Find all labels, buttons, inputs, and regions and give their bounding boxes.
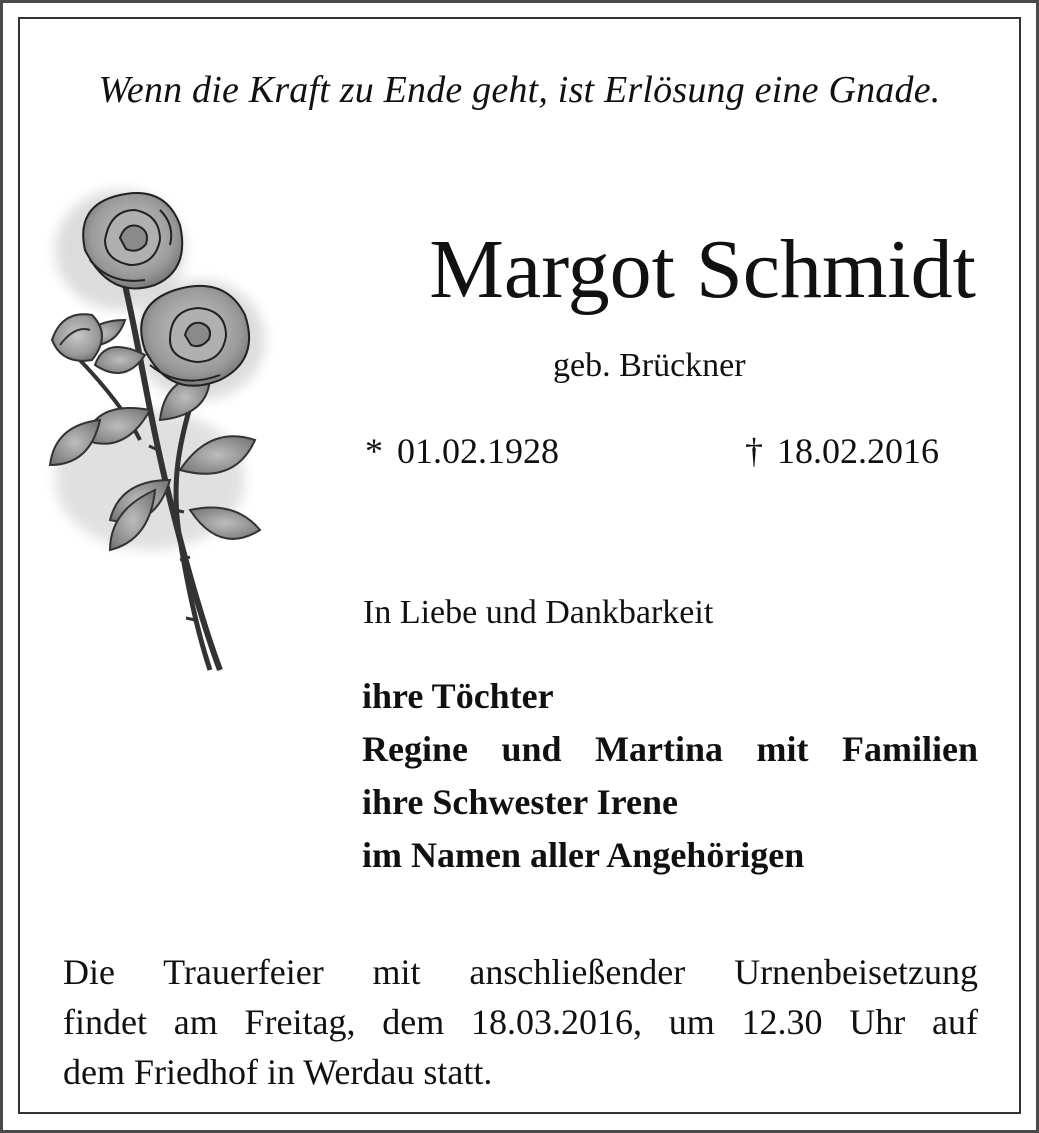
cross-icon: † bbox=[745, 431, 763, 471]
roses-icon bbox=[30, 180, 280, 700]
gratitude-line: In Liebe und Dankbarkeit bbox=[363, 594, 714, 631]
death-date-line bbox=[745, 430, 939, 472]
ceremony-notice bbox=[63, 947, 978, 1097]
mourner-line: ihre Töchter bbox=[362, 676, 554, 716]
birth-date-line bbox=[365, 430, 559, 472]
maiden-name: geb. Brückner bbox=[553, 347, 746, 384]
deceased-name: Margot Schmidt bbox=[429, 223, 976, 316]
death-date: 18.02.2016 bbox=[777, 431, 939, 471]
mourner-line: Regine und Martina mit Familien bbox=[362, 729, 978, 769]
ceremony-line: findet am Freitag, dem 18.03.2016, um 12.30 Uhr auf bbox=[63, 1002, 978, 1042]
mourner-line: ihre Schwester Irene bbox=[362, 782, 678, 822]
ceremony-line: dem Friedhof in Werdau statt. bbox=[63, 1052, 493, 1092]
mourner-line: im Namen aller Angehörigen bbox=[362, 835, 805, 875]
motto-line: Wenn die Kraft zu Ende geht, ist Erlösung eine Gnade. bbox=[98, 69, 941, 111]
mourners-list bbox=[362, 674, 978, 886]
star-icon: * bbox=[365, 431, 383, 471]
birth-date: 01.02.1928 bbox=[397, 431, 559, 471]
ceremony-line: Die Trauerfeier mit anschließender Urnenbeisetzung bbox=[63, 952, 978, 992]
